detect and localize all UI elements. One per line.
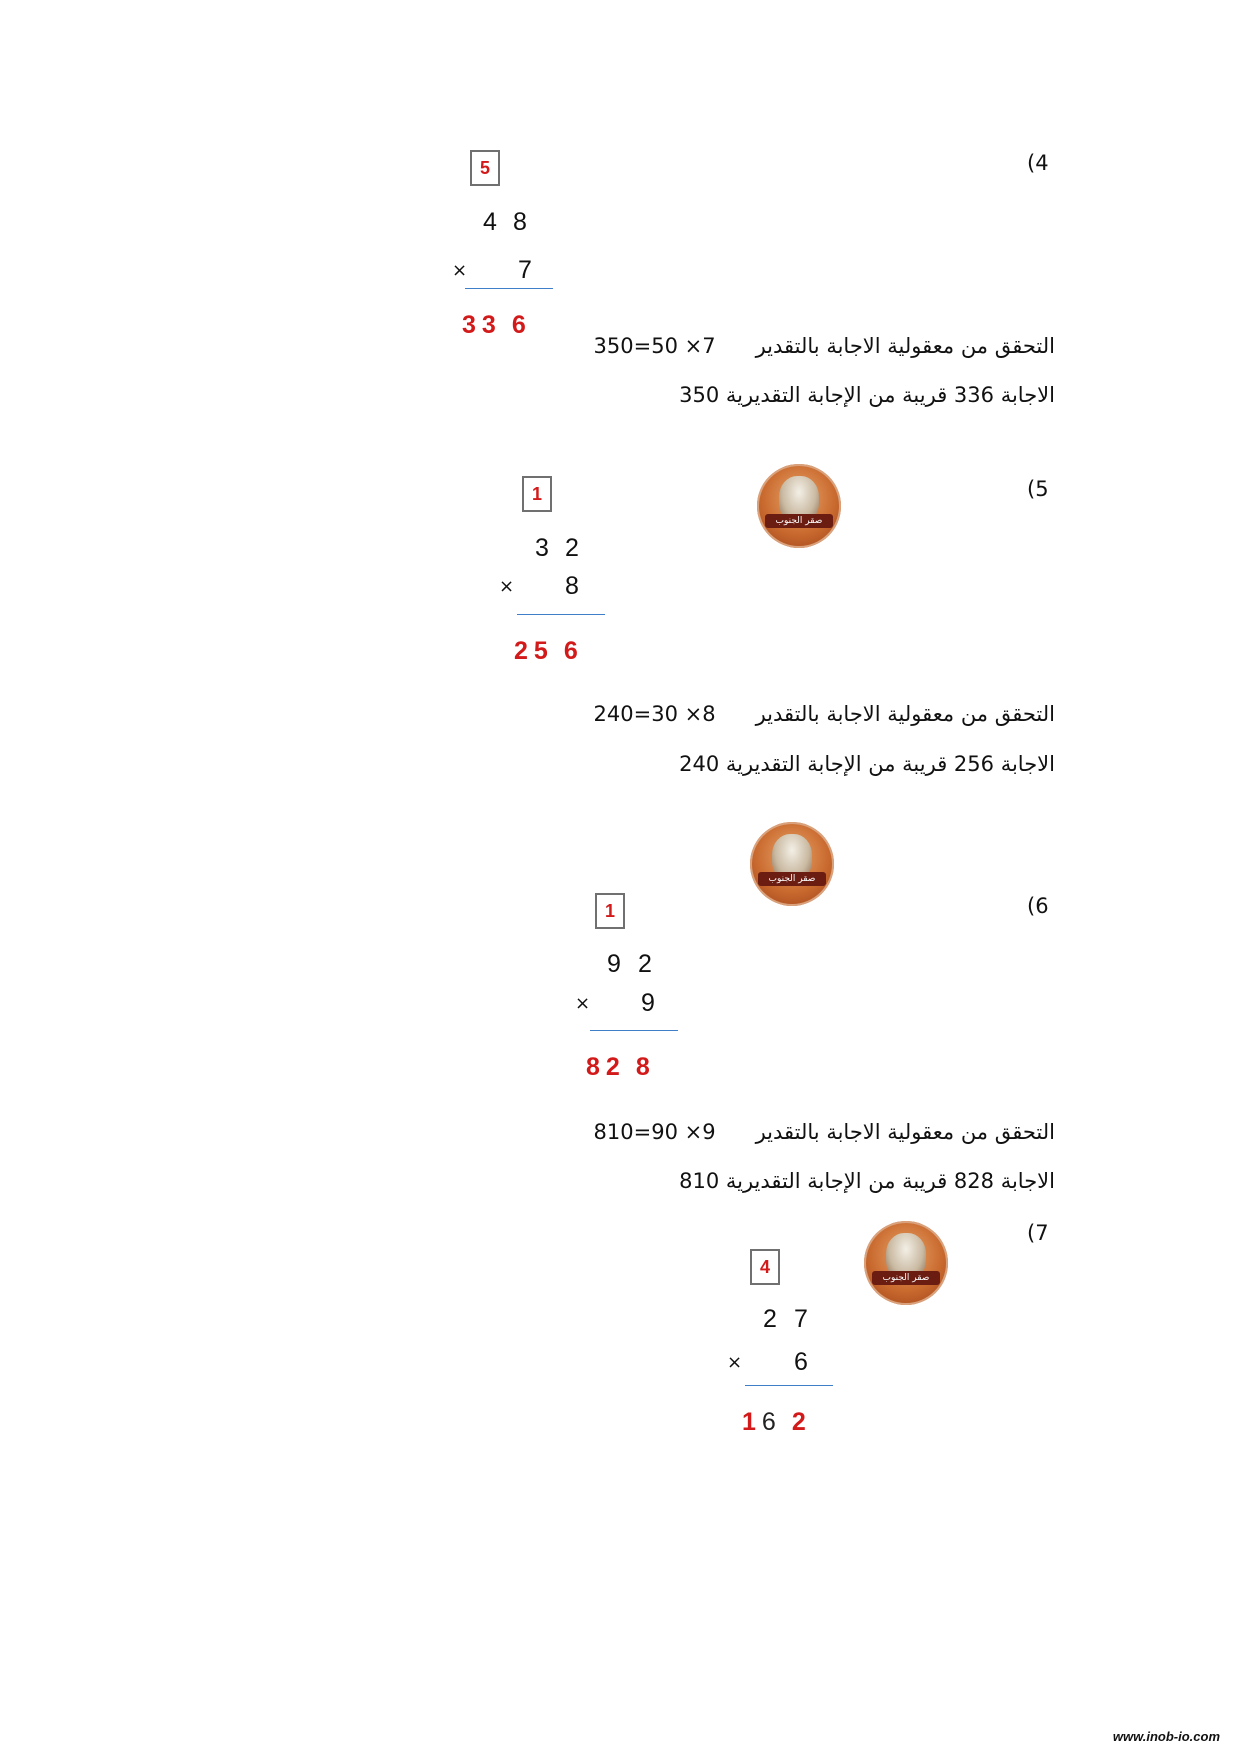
question-number-7: (7 <box>1027 1221 1049 1245</box>
sum-line <box>590 1030 678 1031</box>
multiplicand-ones: 7 <box>794 1305 808 1333</box>
multiplicand-tens: 3 <box>535 534 549 562</box>
logo-badge <box>757 464 841 548</box>
logo-badge <box>864 1221 948 1305</box>
carry-box: 5 <box>470 150 500 186</box>
logo-text: صقر الجنوب <box>758 872 826 886</box>
question-number-4: (4 <box>1027 151 1049 175</box>
multiplicand-tens: 9 <box>607 950 621 978</box>
answer-line: الاجابة 336 قريبة من الإجابة التقديرية 350 <box>679 383 1055 407</box>
product-result: 1 6 2 <box>742 1408 806 1436</box>
times-sign: × <box>727 1352 743 1373</box>
carry-box: 1 <box>595 893 625 929</box>
multiplicand-tens: 2 <box>763 1305 777 1333</box>
multiplier: 8 <box>565 572 579 600</box>
question-number-6: (6 <box>1027 894 1049 918</box>
sum-line <box>465 288 553 289</box>
times-sign: × <box>452 260 468 281</box>
product-result: 2 5 6 <box>514 637 578 665</box>
logo-text: صقر الجنوب <box>765 514 833 528</box>
multiplicand-tens: 4 <box>483 208 497 236</box>
carry-box: 1 <box>522 476 552 512</box>
sum-line <box>517 614 605 615</box>
product-result: 3 3 6 <box>462 311 526 339</box>
footer-url: www.inob-io.com <box>1112 1729 1220 1744</box>
multiplier: 6 <box>794 1348 808 1376</box>
times-sign: × <box>499 576 515 597</box>
estimate-check-line: التحقق من معقولية الاجابة بالتقدير350=50 ×7 <box>593 334 1055 358</box>
carry-box: 4 <box>750 1249 780 1285</box>
multiplier: 9 <box>641 989 655 1017</box>
product-result: 8 2 8 <box>586 1053 650 1081</box>
multiplier: 7 <box>518 256 532 284</box>
answer-line: الاجابة 256 قريبة من الإجابة التقديرية 240 <box>679 752 1055 776</box>
answer-line: الاجابة 828 قريبة من الإجابة التقديرية 810 <box>679 1169 1055 1193</box>
multiplicand-ones: 2 <box>638 950 652 978</box>
estimate-check-line: التحقق من معقولية الاجابة بالتقدير810=90 ×9 <box>593 1120 1055 1144</box>
question-number-5: (5 <box>1027 477 1049 501</box>
times-sign: × <box>575 993 591 1014</box>
logo-badge <box>750 822 834 906</box>
multiplicand-ones: 2 <box>565 534 579 562</box>
logo-text: صقر الجنوب <box>872 1271 940 1285</box>
estimate-check-line: التحقق من معقولية الاجابة بالتقدير240=30 ×8 <box>593 702 1055 726</box>
sum-line <box>745 1385 833 1386</box>
multiplicand-ones: 8 <box>513 208 527 236</box>
